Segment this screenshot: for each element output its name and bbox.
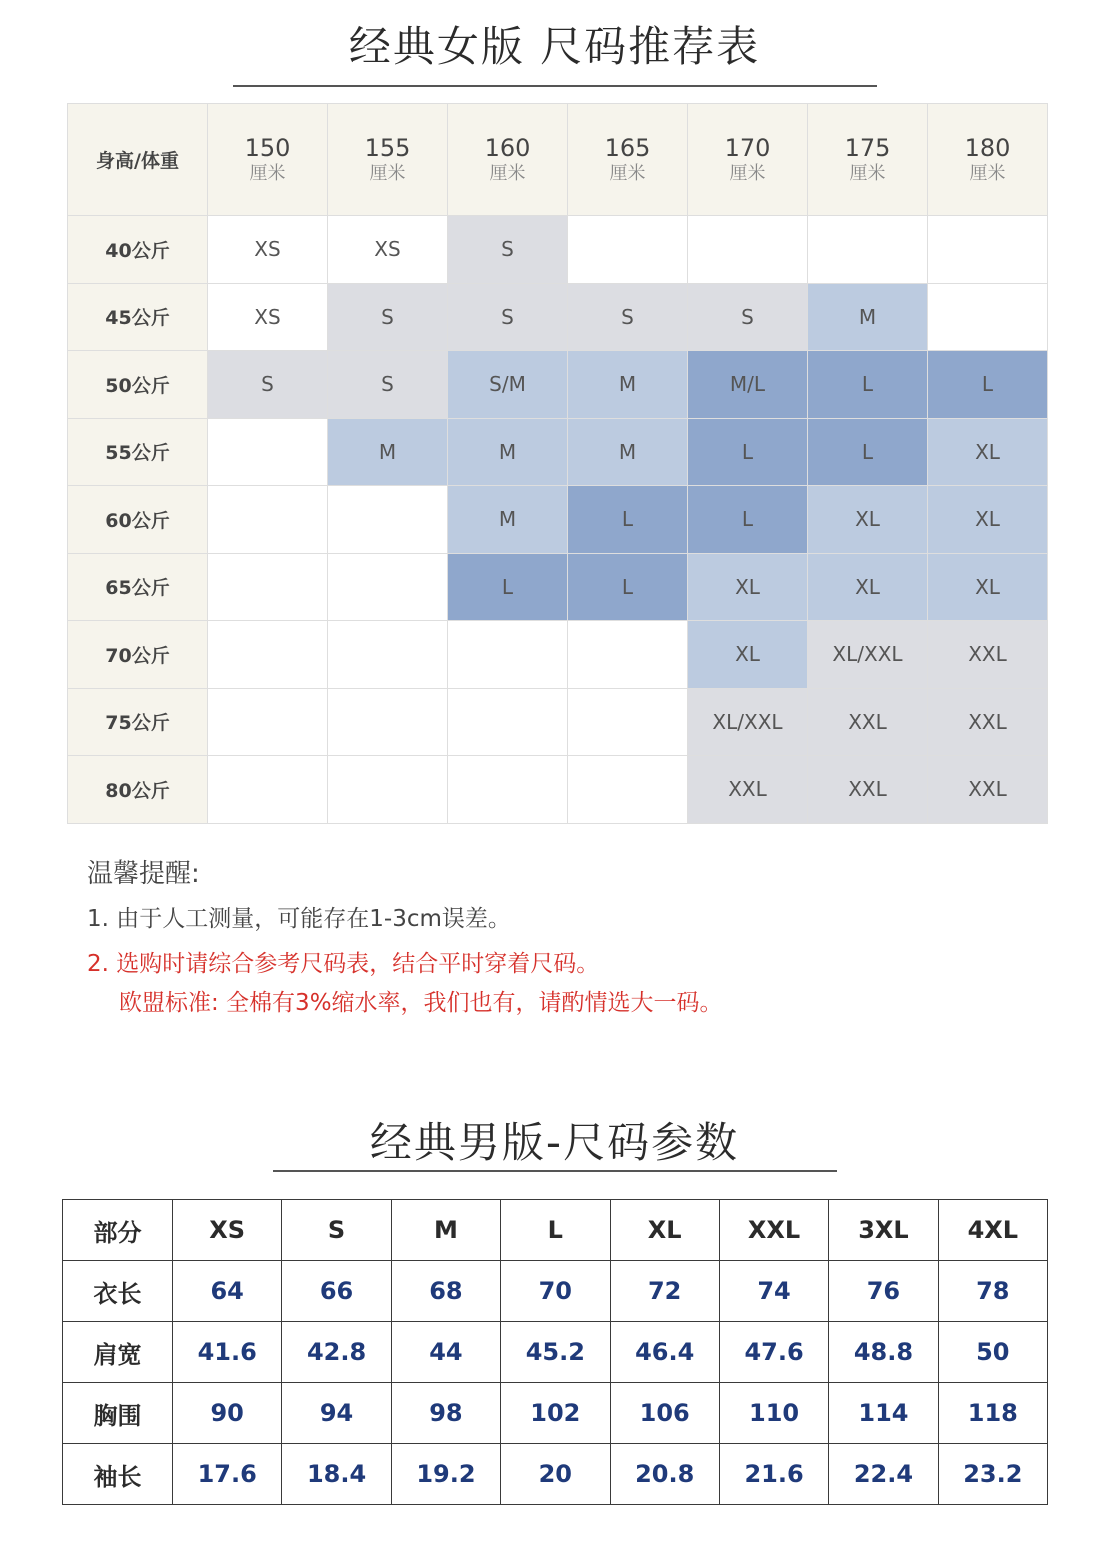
measurement-value: 114 (829, 1383, 938, 1444)
size-cell (568, 216, 688, 284)
size-cell: XL/XXL (808, 621, 928, 689)
height-unit: 厘米 (369, 162, 406, 184)
size-cell (928, 216, 1048, 284)
size-cell: L (568, 553, 688, 621)
size-cell: XS (208, 283, 328, 351)
women-weight-row (68, 486, 1048, 554)
size-cell: L (688, 418, 808, 486)
men-measurement-row (63, 1444, 1048, 1505)
measurement-value: 66 (282, 1261, 391, 1322)
women-weight-row (68, 756, 1048, 824)
note-line-3: 欧盟标准: 全棉有3%缩水率，我们也有，请酌情选大一码。 (119, 990, 723, 1016)
height-value: 165 (604, 133, 651, 162)
size-cell: XL (688, 621, 808, 689)
size-header-cell: S (282, 1200, 391, 1261)
size-cell: L (808, 351, 928, 419)
height-header-cell (328, 104, 448, 216)
height-value: 180 (964, 133, 1011, 162)
size-cell (568, 621, 688, 689)
measurement-value: 102 (501, 1383, 610, 1444)
weight-label: 75公斤 (68, 688, 208, 756)
measurement-value: 90 (173, 1383, 282, 1444)
measurement-value: 42.8 (282, 1322, 391, 1383)
men-header-row (63, 1200, 1048, 1261)
measurement-label: 肩宽 (63, 1322, 173, 1383)
size-cell (328, 553, 448, 621)
height-value: 175 (844, 133, 891, 162)
size-cell (208, 621, 328, 689)
women-size-title: 经典女版 尺码推荐表 (348, 22, 761, 71)
size-cell: XL (928, 418, 1048, 486)
measurement-value: 70 (501, 1261, 610, 1322)
size-cell: L (688, 486, 808, 554)
height-value: 160 (484, 133, 531, 162)
size-cell: XXL (808, 688, 928, 756)
note-line-2: 2. 选购时请综合参考尺码表，结合平时穿着尺码。 (87, 951, 600, 977)
women-weight-row (68, 283, 1048, 351)
size-header-cell: M (391, 1200, 500, 1261)
height-unit: 厘米 (609, 162, 646, 184)
men-measurement-row (63, 1261, 1048, 1322)
size-cell (448, 621, 568, 689)
measurement-value: 44 (391, 1322, 500, 1383)
size-cell: S (688, 283, 808, 351)
measurement-value: 68 (391, 1261, 500, 1322)
women-weight-row (68, 688, 1048, 756)
weight-label: 55公斤 (68, 418, 208, 486)
weight-label: 40公斤 (68, 216, 208, 284)
measurement-value: 22.4 (829, 1444, 938, 1505)
notes-heading: 温馨提醒: (87, 859, 200, 889)
size-cell: S (328, 283, 448, 351)
women-weight-row (68, 553, 1048, 621)
size-cell (928, 283, 1048, 351)
height-header-cell (208, 104, 328, 216)
measurement-value: 106 (610, 1383, 719, 1444)
size-cell: S/M (448, 351, 568, 419)
measurement-value: 21.6 (719, 1444, 828, 1505)
size-cell (328, 756, 448, 824)
size-cell: XXL (928, 688, 1048, 756)
measurement-value: 50 (938, 1322, 1047, 1383)
size-header-cell: XXL (719, 1200, 828, 1261)
size-cell: M (448, 486, 568, 554)
measurement-value: 23.2 (938, 1444, 1047, 1505)
women-weight-row (68, 621, 1048, 689)
size-header-cell: XS (173, 1200, 282, 1261)
measurement-label: 胸围 (63, 1383, 173, 1444)
size-cell (808, 216, 928, 284)
size-cell: S (208, 351, 328, 419)
size-cell (208, 756, 328, 824)
measurement-value: 20.8 (610, 1444, 719, 1505)
size-cell (448, 756, 568, 824)
size-cell: S (448, 283, 568, 351)
men-title-rule (273, 1170, 837, 1172)
height-header-cell (808, 104, 928, 216)
weight-label: 65公斤 (68, 553, 208, 621)
size-cell: S (328, 351, 448, 419)
women-header-row (68, 104, 1048, 216)
size-cell (208, 486, 328, 554)
weight-label: 70公斤 (68, 621, 208, 689)
size-cell (328, 688, 448, 756)
height-value: 155 (364, 133, 411, 162)
size-cell: M/L (688, 351, 808, 419)
measurement-value: 76 (829, 1261, 938, 1322)
height-header-cell (568, 104, 688, 216)
measurement-value: 18.4 (282, 1444, 391, 1505)
weight-label: 45公斤 (68, 283, 208, 351)
measurement-value: 74 (719, 1261, 828, 1322)
size-cell: S (448, 216, 568, 284)
measurement-value: 17.6 (173, 1444, 282, 1505)
height-header-cell (448, 104, 568, 216)
men-measurement-row (63, 1383, 1048, 1444)
height-value: 170 (724, 133, 771, 162)
size-cell (328, 621, 448, 689)
size-header-cell: 4XL (938, 1200, 1047, 1261)
measurement-value: 98 (391, 1383, 500, 1444)
height-value: 150 (244, 133, 291, 162)
size-cell: XL/XXL (688, 688, 808, 756)
measurement-value: 47.6 (719, 1322, 828, 1383)
height-weight-corner-label: 身高/体重 (68, 104, 208, 216)
size-cell (208, 418, 328, 486)
height-unit: 厘米 (489, 162, 526, 184)
size-cell: XXL (928, 621, 1048, 689)
size-cell: XL (928, 486, 1048, 554)
size-cell: M (568, 351, 688, 419)
size-cell: XXL (928, 756, 1048, 824)
measurement-value: 64 (173, 1261, 282, 1322)
women-title-rule (233, 85, 877, 87)
measurement-value: 19.2 (391, 1444, 500, 1505)
measurement-label: 袖长 (63, 1444, 173, 1505)
size-cell (328, 486, 448, 554)
weight-label: 60公斤 (68, 486, 208, 554)
measurement-value: 46.4 (610, 1322, 719, 1383)
size-cell: XL (688, 553, 808, 621)
measurement-value: 45.2 (501, 1322, 610, 1383)
height-header-cell (928, 104, 1048, 216)
women-weight-row (68, 418, 1048, 486)
measurement-label: 衣长 (63, 1261, 173, 1322)
size-cell (568, 688, 688, 756)
size-header-cell: L (501, 1200, 610, 1261)
measurement-value: 78 (938, 1261, 1047, 1322)
measurement-value: 118 (938, 1383, 1047, 1444)
size-cell: XS (328, 216, 448, 284)
size-cell: M (328, 418, 448, 486)
size-header-cell: XL (610, 1200, 719, 1261)
size-cell: XXL (808, 756, 928, 824)
men-size-title: 经典男版-尺码参数 (369, 1118, 740, 1167)
size-cell: L (568, 486, 688, 554)
height-unit: 厘米 (249, 162, 286, 184)
measurement-value: 94 (282, 1383, 391, 1444)
measurement-value: 41.6 (173, 1322, 282, 1383)
men-measurement-row (63, 1322, 1048, 1383)
size-cell (568, 756, 688, 824)
size-cell: L (928, 351, 1048, 419)
weight-label: 80公斤 (68, 756, 208, 824)
size-cell (688, 216, 808, 284)
size-cell: M (808, 283, 928, 351)
height-unit: 厘米 (729, 162, 766, 184)
size-cell (208, 688, 328, 756)
men-size-table (62, 1199, 1048, 1505)
measurement-value: 48.8 (829, 1322, 938, 1383)
size-cell: S (568, 283, 688, 351)
size-header-cell: 3XL (829, 1200, 938, 1261)
size-cell: M (568, 418, 688, 486)
part-header-label: 部分 (63, 1200, 173, 1261)
women-weight-row (68, 351, 1048, 419)
size-cell: M (448, 418, 568, 486)
measurement-value: 110 (719, 1383, 828, 1444)
height-header-cell (688, 104, 808, 216)
height-unit: 厘米 (969, 162, 1006, 184)
size-cell: XS (208, 216, 328, 284)
size-cell: L (808, 418, 928, 486)
size-cell: XXL (688, 756, 808, 824)
size-cell (208, 553, 328, 621)
height-unit: 厘米 (849, 162, 886, 184)
size-cell: XL (808, 553, 928, 621)
measurement-value: 72 (610, 1261, 719, 1322)
size-cell: XL (808, 486, 928, 554)
size-cell (448, 688, 568, 756)
size-cell: L (448, 553, 568, 621)
size-cell: XL (928, 553, 1048, 621)
measurement-value: 20 (501, 1444, 610, 1505)
note-line-1: 1. 由于人工测量，可能存在1-3cm误差。 (87, 906, 511, 932)
women-weight-row (68, 216, 1048, 284)
women-size-table (67, 103, 1048, 824)
weight-label: 50公斤 (68, 351, 208, 419)
